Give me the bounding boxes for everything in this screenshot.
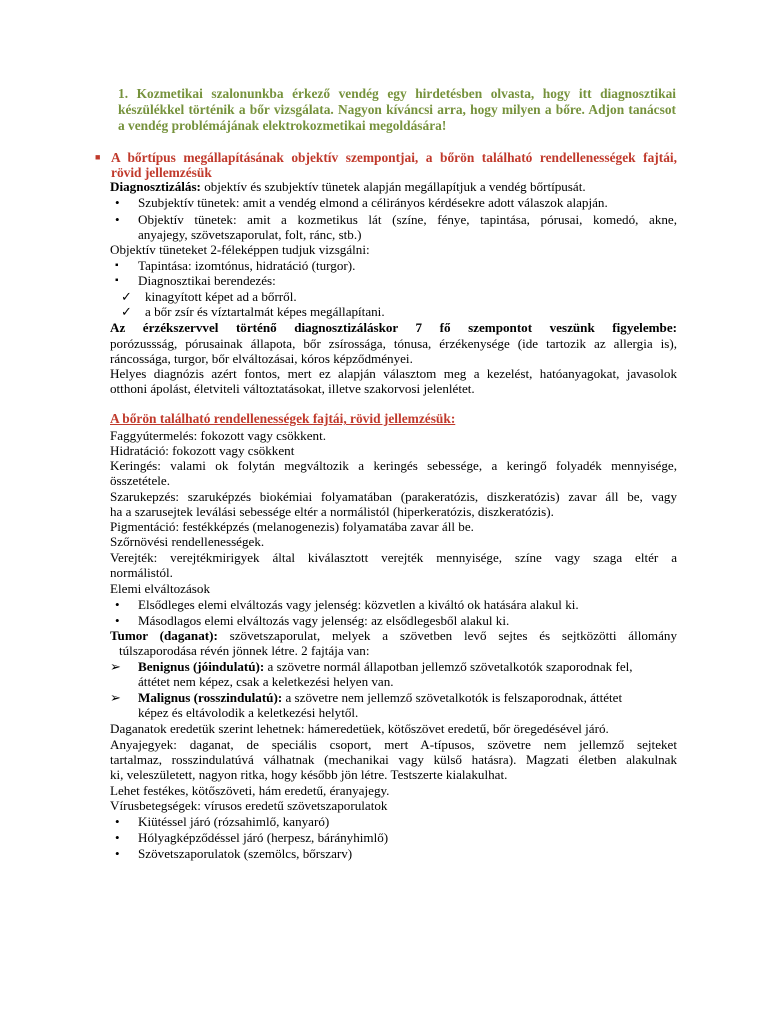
text-line: ha a szarusejtek leválási sebessége eltér a normálistól (hiperkeratózis, diszkeratózis). bbox=[110, 504, 554, 519]
list-item: Kiütéssel járó (rózsahimlő, kanyaró) bbox=[138, 814, 330, 829]
tumor-text: szövetszaporulat, melyek a szövetben levő sejtes és sejtközötti állomány bbox=[217, 628, 677, 643]
square-bullet-icon: ▪ bbox=[115, 260, 119, 271]
list-item: Tapintása: izomtónus, hidratáció (turgor). bbox=[138, 258, 356, 273]
dot-bullet-icon: • bbox=[115, 212, 120, 227]
tumor-line bbox=[110, 628, 677, 644]
tumor-line: túlszaporodása révén jönnek létre. 2 fajtája van: bbox=[119, 643, 370, 658]
check-icon: ✓ bbox=[121, 304, 132, 319]
list-item: a bőr zsír és víztartalmát képes megállapítani. bbox=[145, 304, 385, 319]
text-line: Lehet festékes, kötőszöveti, hám eredetű, éranyajegy. bbox=[110, 783, 390, 798]
malign-text: a szövetre nem jellemző szövetalkotók is felszaporodnak, áttétet bbox=[282, 690, 623, 705]
text-line: Vírusbetegségek: vírusos eredetű szövetszaporulatok bbox=[110, 798, 388, 813]
tumor-label: Tumor (daganat): bbox=[110, 628, 218, 643]
benign-text: a szövetre normál állapotban jellemző szövetalkotók szaporodnak fel, bbox=[264, 659, 633, 674]
malign-label: Malignus (rosszindulatú): bbox=[138, 690, 283, 705]
text-line: Keringés: valami ok folytán megváltozik a keringés sebessége, a keringő folyadék mennyisége, bbox=[110, 458, 677, 473]
arrow-bullet-icon: ➢ bbox=[110, 690, 121, 705]
heading-line: a vendég problémájának elektrokozmetikai megoldására! bbox=[118, 118, 447, 133]
list-item: Objektív tünetek: amit a kozmetikus lát (színe, fénye, tapintása, pórusai, komedó, akne, bbox=[138, 212, 677, 227]
text-line: Hidratáció: fokozott vagy csökkent bbox=[110, 443, 295, 458]
list-item: kinagyított képet ad a bőrről. bbox=[145, 289, 297, 304]
text-line: Daganatok eredetük szerint lehetnek: hámeredetüek, kötőszövet eredetű, bőr öregedésével járó. bbox=[110, 721, 609, 736]
sensor-heading: Az érzékszervvel történő diagnosztizáláskor 7 fő szempontot veszünk figyelembe: bbox=[110, 320, 677, 335]
square-bullet-icon: ▪ bbox=[115, 275, 119, 286]
section-title-line: A bőrtípus megállapításának objektív szempontjai, a bőrön található rendellenességek fajtái, bbox=[111, 150, 677, 165]
dot-bullet-icon: • bbox=[115, 830, 120, 845]
heading-line: készülékkel történik a bőr vizsgálata. Nagyon kíváncsi arra, hogy milyen a bőre. Adjon tanácsot bbox=[118, 102, 676, 117]
square-bullet-icon: ■ bbox=[95, 152, 101, 162]
list-item: Diagnosztikai berendezés: bbox=[138, 273, 276, 288]
diagnosis-line bbox=[110, 179, 677, 195]
advice-line: otthoni ápolást, életviteli változtatásokat, illetve szakorvosi jelenlétet. bbox=[110, 381, 475, 396]
text-line: Faggyútermelés: fokozott vagy csökkent. bbox=[110, 428, 326, 443]
list-item: Másodlagos elemi elváltozás vagy jelenség: az elsődlegesből alakul ki. bbox=[138, 613, 510, 628]
section-title bbox=[95, 150, 677, 180]
diagnosis-label: Diagnosztizálás: bbox=[110, 179, 201, 194]
malign-line: képez és eltávolodik a keletkezési helytől. bbox=[138, 705, 359, 720]
heading-line: 1. Kozmetikai szalonunkba érkező vendég egy hirdetésben olvasta, hogy itt diagnosztikai bbox=[118, 86, 676, 101]
list-item: Szubjektív tünetek: amit a vendég elmond a célirányos kérdésekre adott válaszok alapján. bbox=[138, 195, 608, 210]
text-line: összetétele. bbox=[110, 473, 170, 488]
text-line: Elemi elváltozások bbox=[110, 581, 210, 596]
sensor-line: ráncossága, turgor, bőr elváltozásai, kóros képződményei. bbox=[110, 351, 413, 366]
check-icon: ✓ bbox=[121, 289, 132, 304]
dot-bullet-icon: • bbox=[115, 814, 120, 829]
diagnosis-text: objektív és szubjektív tünetek alapján megállapítjuk a vendég bőrtípusát. bbox=[200, 179, 586, 194]
text-line: Verejték: verejtékmirigyek által kiválasztott verejték mennyisége, színe vagy szaga eltér a bbox=[110, 550, 677, 565]
text-line: Pigmentáció: festékképzés (melanogenezis) folyamatába zavar áll be. bbox=[110, 519, 474, 534]
text-line: Szőrnövési rendellenességek. bbox=[110, 534, 265, 549]
text-line: Szarukepzés: szaruképzés biokémiai folyamatában (parakeratózis, diszkeratózis) zavar áll be, vagy bbox=[110, 489, 677, 504]
text-line: Anyajegyek: daganat, de speciális csoport, mert A-típusos, szövetre nem jellemző sejteket bbox=[110, 737, 677, 752]
list-item-continuation: anyajegy, szövetszaporulat, folt, ránc, stb.) bbox=[138, 227, 362, 242]
dot-bullet-icon: • bbox=[115, 613, 120, 628]
advice-line: Helyes diagnózis azért fontos, mert ez alapján választom meg a kezelést, hatóanyagokat, javasolok bbox=[110, 366, 677, 381]
arrow-bullet-icon: ➢ bbox=[110, 659, 121, 674]
list-item: Hólyagképződéssel járó (herpesz, bárányhimlő) bbox=[138, 830, 389, 845]
section-title-line: rövid jellemzésük bbox=[111, 165, 212, 180]
objective-intro: Objektív tüneteket 2-féleképpen tudjuk vizsgálni: bbox=[110, 242, 370, 257]
sensor-line: porózussság, pórusainak állapota, bőr zsírossága, tónusa, érzékenysége (ide tartozik az allergia is), bbox=[110, 336, 677, 351]
section-title: A bőrön található rendellenességek fajtái, rövid jellemzésük: bbox=[110, 411, 456, 426]
task-heading bbox=[118, 86, 676, 134]
text-line: ki, veleszületett, nagyon ritka, hogy később jön létre. Testszerte kialakulhat. bbox=[110, 767, 508, 782]
dot-bullet-icon: • bbox=[115, 597, 120, 612]
dot-bullet-icon: • bbox=[115, 846, 120, 861]
text-line: normálistól. bbox=[110, 565, 173, 580]
list-item: Szövetszaporulatok (szemölcs, bőrszarv) bbox=[138, 846, 353, 861]
benign-line bbox=[138, 659, 677, 675]
dot-bullet-icon: • bbox=[115, 195, 120, 210]
list-item: Elsődleges elemi elváltozás vagy jelenség: közvetlen a kiváltó ok hatására alakul ki. bbox=[138, 597, 579, 612]
malign-line bbox=[138, 690, 677, 706]
text-line: tartalmaz, rosszindulatúvá válhatnak (mechanikai vagy külső hatásra). Magzati életben alakulnak bbox=[110, 752, 677, 767]
benign-label: Benignus (jóindulatú): bbox=[138, 659, 265, 674]
benign-line: áttétet nem képez, csak a keletkezési helyen van. bbox=[138, 674, 394, 689]
